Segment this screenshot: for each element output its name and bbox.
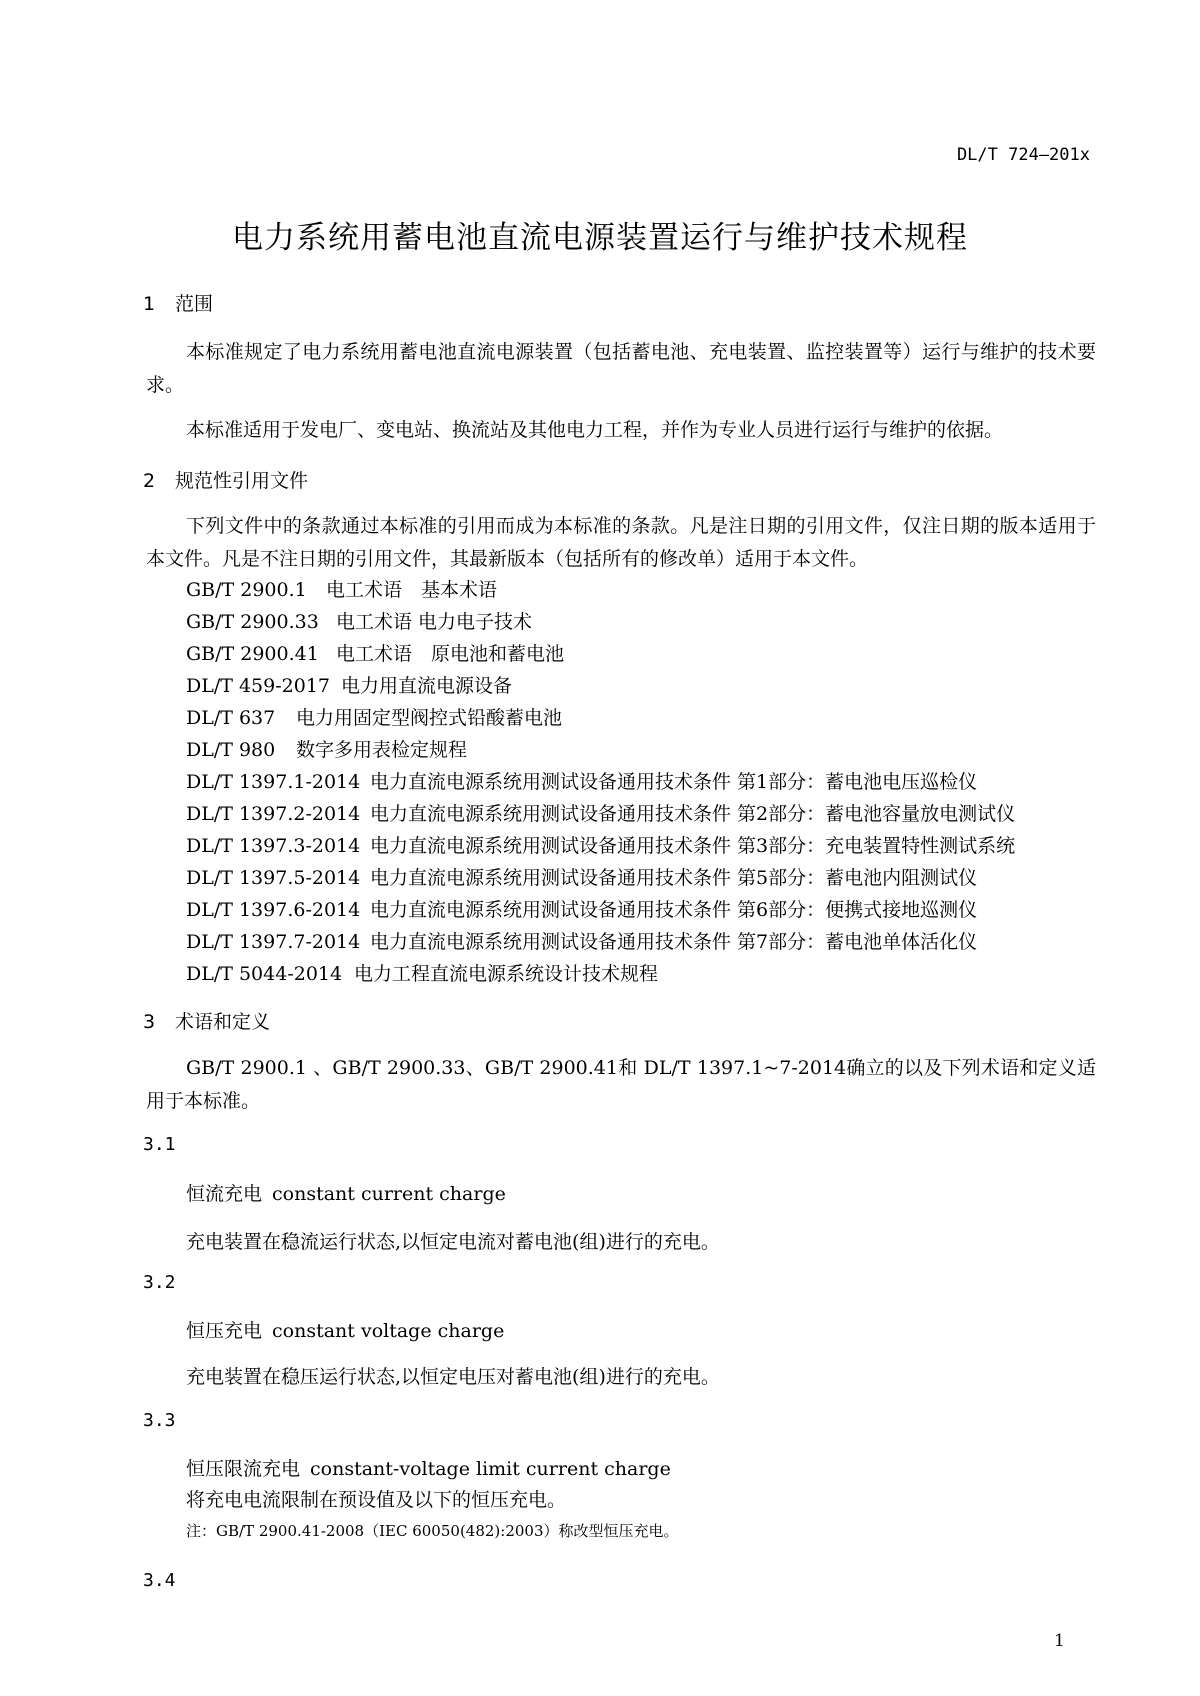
reference-code: DL/T 1397.7-2014 (186, 931, 361, 953)
reference-name: 电力直流电源系统用测试设备通用技术条件 第7部分：蓄电池单体活化仪 (370, 931, 978, 953)
reference-item (186, 831, 1015, 858)
term-chinese: 恒压充电 (186, 1320, 263, 1342)
section-number: 3 (143, 1011, 156, 1033)
section-title: 术语和定义 (175, 1011, 271, 1033)
reference-code: DL/T 637 (186, 707, 276, 729)
reference-name: 电力直流电源系统用测试设备通用技术条件 第5部分：蓄电池内阻测试仪 (370, 867, 978, 889)
term-english: constant-voltage limit current charge (310, 1458, 671, 1480)
reference-name: 电力用直流电源设备 (341, 675, 513, 697)
term-definition: 将充电电流限制在预设值及以下的恒压充电。 (186, 1489, 567, 1511)
reference-code: GB/T 2900.1 (186, 579, 307, 601)
reference-name: 电力用固定型阀控式铅酸蓄电池 (296, 707, 563, 729)
reference-name: 电力直流电源系统用测试设备通用技术条件 第1部分：蓄电池电压巡检仪 (370, 771, 978, 793)
reference-name: 电工术语 基本术语 (326, 579, 498, 601)
section-1-heading (143, 289, 213, 316)
section-number: 1 (143, 293, 156, 315)
section-3-heading (143, 1007, 270, 1034)
section-2-paragraph-1: 下列文件中的条款通过本标准的引用而成为本标准的条款。凡是注日期的引用文件，仅注日期的版本适用于本文件。凡是不注日期的引用文件，其最新版本（包括所有的修改单）适用于本文件。 (146, 515, 1096, 570)
reference-name: 电力直流电源系统用测试设备通用技术条件 第6部分：便携式接地巡测仪 (370, 899, 978, 921)
reference-item (186, 767, 977, 794)
term-title (186, 1316, 504, 1343)
section-2-heading (143, 466, 308, 493)
reference-name: 电工术语 原电池和蓄电池 (336, 643, 565, 665)
page-number: 1 (1054, 1631, 1065, 1651)
reference-code: DL/T 1397.3-2014 (186, 835, 361, 857)
term-definition: 充电装置在稳压运行状态,以恒定电压对蓄电池(组)进行的充电。 (186, 1366, 720, 1388)
reference-name: 电力直流电源系统用测试设备通用技术条件 第2部分：蓄电池容量放电测试仪 (370, 803, 1016, 825)
subsection-number: 3.3 (143, 1410, 176, 1431)
reference-name: 电力工程直流电源系统设计技术规程 (354, 963, 659, 985)
term-title (186, 1179, 506, 1206)
subsection-number: 3.4 (143, 1570, 176, 1591)
section-1-paragraph-1: 本标准规定了电力系统用蓄电池直流电源装置（包括蓄电池、充电装置、监控装置等）运行与维护的技术要求。 (146, 341, 1096, 396)
reference-name: 电力直流电源系统用测试设备通用技术条件 第3部分：充电装置特性测试系统 (370, 835, 1016, 857)
term-title (186, 1454, 671, 1481)
term-chinese: 恒流充电 (186, 1183, 263, 1205)
reference-code: GB/T 2900.41 (186, 643, 319, 665)
reference-code: DL/T 5044-2014 (186, 963, 343, 985)
reference-code: DL/T 1397.5-2014 (186, 867, 361, 889)
term-english: constant voltage charge (272, 1320, 505, 1342)
document-title: 电力系统用蓄电池直流电源装置运行与维护技术规程 (232, 220, 968, 256)
reference-name: 电工术语 电力电子技术 (336, 611, 533, 633)
section-number: 2 (143, 470, 156, 492)
term-english: constant current charge (272, 1183, 506, 1205)
reference-code: DL/T 1397.6-2014 (186, 899, 361, 921)
reference-item (186, 639, 564, 666)
reference-item (186, 927, 977, 954)
reference-item (186, 959, 658, 986)
reference-code: DL/T 1397.1-2014 (186, 771, 361, 793)
reference-item (186, 735, 467, 762)
term-definition: 充电装置在稳流运行状态,以恒定电流对蓄电池(组)进行的充电。 (186, 1231, 720, 1253)
section-1-paragraph-2: 本标准适用于发电厂、变电站、换流站及其他电力工程，并作为专业人员进行运行与维护的依据。 (186, 419, 1004, 441)
term-note: 注：GB/T 2900.41-2008（IEC 60050(482):2003）称改型恒压充电。 (186, 1522, 679, 1540)
reference-item (186, 575, 497, 602)
subsection-number: 3.2 (143, 1272, 176, 1293)
section-title: 规范性引用文件 (175, 470, 309, 492)
subsection-number: 3.1 (143, 1134, 176, 1155)
reference-item (186, 863, 977, 890)
reference-item (186, 671, 512, 698)
reference-item (186, 895, 977, 922)
reference-item (186, 703, 562, 730)
reference-code: DL/T 1397.2-2014 (186, 803, 361, 825)
reference-code: DL/T 980 (186, 739, 276, 761)
section-3-paragraph-1: GB/T 2900.1 、GB/T 2900.33、GB/T 2900.41和 DL/T 1397.1~7-2014确立的以及下列术语和定义适用于本标准。 (146, 1057, 1096, 1112)
reference-code: DL/T 459-2017 (186, 675, 331, 697)
reference-item (186, 799, 1015, 826)
reference-code: GB/T 2900.33 (186, 611, 319, 633)
term-chinese: 恒压限流充电 (186, 1458, 301, 1480)
reference-name: 数字多用表检定规程 (296, 739, 468, 761)
section-title: 范围 (175, 293, 214, 315)
standard-code: DL/T 724—201x (956, 145, 1090, 165)
reference-item (186, 607, 532, 634)
